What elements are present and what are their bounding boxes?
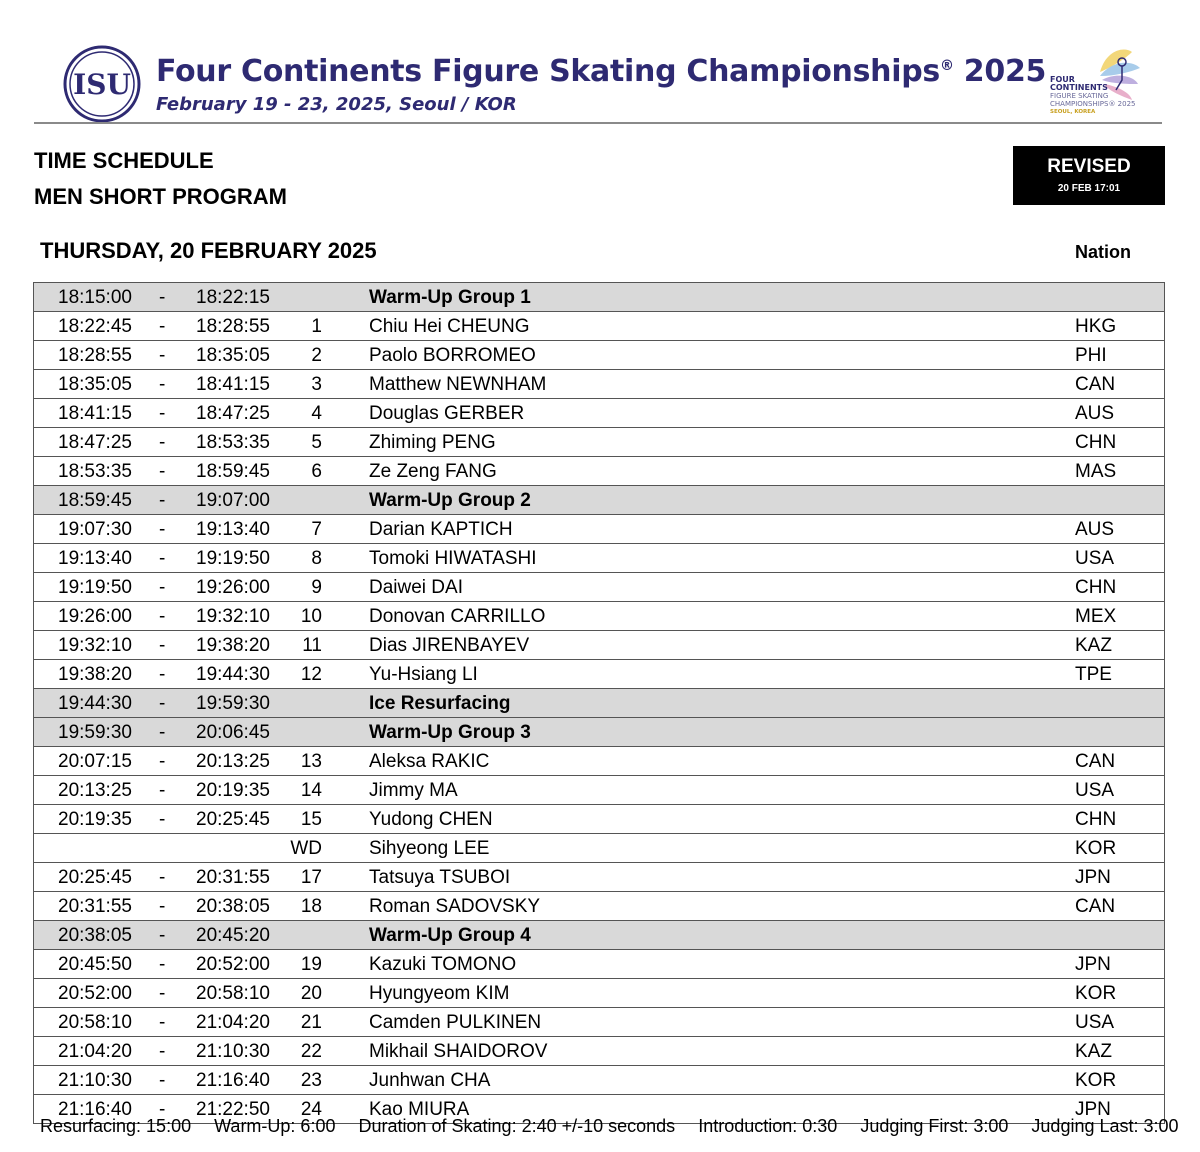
start-time: 19:38:20 [58, 664, 132, 685]
skater-name: Zhiming PENG [369, 432, 496, 453]
schedule-row [33, 1008, 1165, 1037]
schedule-row [33, 457, 1165, 486]
time-separator: - [159, 461, 166, 482]
schedule-group-row [33, 921, 1165, 950]
skater-name: Matthew NEWNHAM [369, 374, 547, 395]
end-time: 20:19:35 [196, 780, 270, 801]
time-separator: - [159, 693, 166, 714]
schedule-row [33, 950, 1165, 979]
start-time: 18:15:00 [58, 287, 132, 308]
end-time: 19:38:20 [196, 635, 270, 656]
schedule-group-row [33, 283, 1165, 312]
footer-warmup: Warm-Up: 6:00 [214, 1116, 336, 1136]
end-time: 21:10:30 [196, 1041, 270, 1062]
time-separator: - [159, 925, 166, 946]
skater-name: Dias JIRENBAYEV [369, 635, 530, 656]
end-time: 19:44:30 [196, 664, 270, 685]
start-time: 18:41:15 [58, 403, 132, 424]
timing-footer [40, 1116, 1179, 1137]
revised-badge [1013, 146, 1165, 205]
nation-code: KAZ [1075, 1041, 1112, 1062]
nation-code: CHN [1075, 577, 1117, 598]
start-time: 21:10:30 [58, 1070, 132, 1091]
start-number: 24 [300, 1099, 322, 1120]
skater-name: Douglas GERBER [369, 403, 525, 424]
skater-name: Donovan CARRILLO [369, 606, 546, 627]
schedule-row [33, 979, 1165, 1008]
schedule-row [33, 892, 1165, 921]
end-time: 18:47:25 [196, 403, 270, 424]
time-separator: - [159, 519, 166, 540]
nation-code: KOR [1075, 983, 1117, 1004]
start-time: 19:13:40 [58, 548, 132, 569]
time-separator: - [159, 1070, 166, 1091]
isu-logo-text: ISU [73, 68, 131, 101]
skater-name: Mikhail SHAIDOROV [369, 1041, 548, 1062]
skater-name: Daiwei DAI [369, 577, 463, 598]
fc-logo-line3: FIGURE SKATING [1050, 92, 1109, 100]
skater-name: Chiu Hei CHEUNG [369, 316, 530, 337]
start-number: 1 [311, 316, 322, 337]
end-time: 20:58:10 [196, 983, 270, 1004]
fc-logo-line5: SEOUL, KOREA [1050, 109, 1096, 115]
start-number: 15 [300, 809, 322, 830]
schedule-group-row [33, 486, 1165, 515]
nation-code: CHN [1075, 432, 1117, 453]
start-time: 19:59:30 [58, 722, 132, 743]
end-time: 20:13:25 [196, 751, 270, 772]
skater-name: Kao MIURA [369, 1099, 470, 1120]
time-separator: - [159, 490, 166, 511]
start-time: 21:04:20 [58, 1041, 132, 1062]
start-number: 17 [300, 867, 322, 888]
time-separator: - [159, 606, 166, 627]
time-separator: - [159, 780, 166, 801]
end-time: 20:31:55 [196, 867, 270, 888]
start-time: 18:28:55 [58, 345, 132, 366]
time-separator: - [159, 867, 166, 888]
nation-code: JPN [1075, 1099, 1111, 1120]
schedule-row [33, 602, 1165, 631]
fc-logo-line1: FOUR [1050, 75, 1075, 84]
end-time: 19:32:10 [196, 606, 270, 627]
end-time: 19:19:50 [196, 548, 270, 569]
nation-code: KOR [1075, 838, 1117, 859]
schedule-row [33, 341, 1165, 370]
end-time: 18:59:45 [196, 461, 270, 482]
schedule-row [33, 660, 1165, 689]
nation-code: JPN [1075, 867, 1111, 888]
skater-name: Aleksa RAKIC [369, 751, 490, 772]
schedule-row [33, 834, 1165, 863]
start-number: 21 [300, 1012, 322, 1033]
start-number: 23 [300, 1070, 322, 1091]
revised-label: REVISED [1047, 156, 1131, 177]
time-separator: - [159, 287, 166, 308]
time-separator: - [159, 345, 166, 366]
start-number: 19 [300, 954, 322, 975]
end-time: 20:38:05 [196, 896, 270, 917]
fc-logo-line2: CONTINENTS [1050, 83, 1108, 92]
start-time: 20:19:35 [58, 809, 132, 830]
skater-name: Kazuki TOMONO [369, 954, 517, 975]
end-time: 18:41:15 [196, 374, 270, 395]
start-time: 19:19:50 [58, 577, 132, 598]
schedule-day: THURSDAY, 20 FEBRUARY 2025 [40, 238, 377, 263]
start-time: 18:59:45 [58, 490, 132, 511]
start-time: 18:22:45 [58, 316, 132, 337]
schedule-row [33, 399, 1165, 428]
start-number: 18 [300, 896, 322, 917]
end-time: 20:52:00 [196, 954, 270, 975]
skater-name: Tatsuya TSUBOI [369, 867, 511, 888]
start-time: 18:53:35 [58, 461, 132, 482]
end-time: 18:28:55 [196, 316, 270, 337]
end-time: 18:22:15 [196, 287, 270, 308]
time-separator: - [159, 403, 166, 424]
start-number: 22 [300, 1041, 322, 1062]
end-time: 21:22:50 [196, 1099, 270, 1120]
end-time: 21:04:20 [196, 1012, 270, 1033]
start-number: 9 [311, 577, 322, 598]
footer-duration: Duration of Skating: 2:40 +/-10 seconds [358, 1116, 676, 1136]
skater-name: Hyungyeom KIM [369, 983, 510, 1004]
end-time: 21:16:40 [196, 1070, 270, 1091]
end-time: 20:45:20 [196, 925, 270, 946]
start-number: 6 [311, 461, 322, 482]
nation-code: KOR [1075, 1070, 1117, 1091]
nation-code: JPN [1075, 954, 1111, 975]
start-number: 4 [311, 403, 322, 424]
start-number: 12 [300, 664, 322, 685]
time-separator: - [159, 432, 166, 453]
start-time: 18:35:05 [58, 374, 132, 395]
schedule-row [33, 544, 1165, 573]
schedule-row [33, 312, 1165, 341]
start-time: 19:26:00 [58, 606, 132, 627]
nation-code: CAN [1075, 751, 1116, 772]
schedule-row [33, 747, 1165, 776]
start-number: 20 [300, 983, 322, 1004]
skater-name: Ze Zeng FANG [369, 461, 497, 482]
revised-time: 20 FEB 17:01 [1057, 183, 1121, 194]
footer-judging-last: Judging Last: 3:00 [1031, 1116, 1179, 1136]
end-time: 20:06:45 [196, 722, 270, 743]
segment-name: MEN SHORT PROGRAM [34, 184, 287, 209]
start-number: 10 [300, 606, 322, 627]
schedule-row [33, 428, 1165, 457]
start-number: WD [290, 838, 322, 859]
nation-code: AUS [1075, 403, 1115, 424]
document-type: TIME SCHEDULE [34, 148, 214, 173]
start-number: 5 [311, 432, 322, 453]
time-separator: - [159, 751, 166, 772]
registered-mark: ® [939, 58, 954, 74]
schedule-group-row [33, 689, 1165, 718]
start-time: 20:38:05 [58, 925, 132, 946]
group-label: Warm-Up Group 4 [369, 925, 531, 946]
skater-name: Tomoki HIWATASHI [369, 548, 537, 569]
start-number: 3 [311, 374, 322, 395]
group-label: Warm-Up Group 3 [369, 722, 531, 743]
schedule-row [33, 1066, 1165, 1095]
nation-code: HKG [1075, 316, 1117, 337]
time-separator: - [159, 1041, 166, 1062]
footer-resurfacing: Resurfacing: 15:00 [40, 1116, 192, 1136]
start-number: 14 [300, 780, 322, 801]
skater-name: Yudong CHEN [369, 809, 493, 830]
skater-name: Darian KAPTICH [369, 519, 513, 540]
nation-code: AUS [1075, 519, 1115, 540]
start-time: 20:13:25 [58, 780, 132, 801]
schedule-row [33, 863, 1165, 892]
start-time: 19:32:10 [58, 635, 132, 656]
start-number: 11 [302, 635, 322, 656]
group-label: Warm-Up Group 2 [369, 490, 531, 511]
start-number: 13 [300, 751, 322, 772]
skater-name: Paolo BORROMEO [369, 345, 536, 366]
start-time: 20:58:10 [58, 1012, 132, 1033]
nation-code: PHI [1075, 345, 1107, 366]
schedule-row [33, 573, 1165, 602]
start-time: 18:47:25 [58, 432, 132, 453]
footer-introduction: Introduction: 0:30 [698, 1116, 838, 1136]
time-separator: - [159, 577, 166, 598]
skater-name: Junhwan CHA [369, 1070, 491, 1091]
end-time: 18:53:35 [196, 432, 270, 453]
end-time: 19:59:30 [196, 693, 270, 714]
championship-title-year: 2025 [963, 54, 1047, 89]
isu-logo [62, 44, 142, 124]
skater-name: Yu-Hsiang LI [369, 664, 478, 685]
group-label: Warm-Up Group 1 [369, 287, 531, 308]
nation-code: CHN [1075, 809, 1117, 830]
nation-code: USA [1075, 780, 1115, 801]
group-label: Ice Resurfacing [369, 693, 511, 714]
championship-title [156, 54, 1046, 89]
start-time: 19:44:30 [58, 693, 132, 714]
header-divider [34, 122, 1162, 124]
start-number: 2 [311, 345, 322, 366]
time-separator: - [159, 548, 166, 569]
end-time: 19:13:40 [196, 519, 270, 540]
nation-code: CAN [1075, 896, 1116, 917]
schedule-row [33, 776, 1165, 805]
time-separator: - [159, 809, 166, 830]
start-time: 20:25:45 [58, 867, 132, 888]
end-time: 19:07:00 [196, 490, 270, 511]
nation-code: TPE [1075, 664, 1112, 685]
footer-judging-first: Judging First: 3:00 [860, 1116, 1009, 1136]
time-separator: - [159, 635, 166, 656]
time-separator: - [159, 954, 166, 975]
skater-name: Roman SADOVSKY [369, 896, 541, 917]
schedule-row [33, 515, 1165, 544]
start-time: 20:31:55 [58, 896, 132, 917]
start-time: 20:45:50 [58, 954, 132, 975]
start-number: 8 [311, 548, 322, 569]
skater-name: Jimmy MA [369, 780, 458, 801]
end-time: 19:26:00 [196, 577, 270, 598]
time-separator: - [159, 983, 166, 1004]
fc-logo-line4: CHAMPIONSHIPS® 2025 [1050, 100, 1136, 108]
schedule-row [33, 631, 1165, 660]
nation-code: CAN [1075, 374, 1116, 395]
nation-code: KAZ [1075, 635, 1112, 656]
nation-code: MEX [1075, 606, 1117, 627]
four-continents-logo-text [1050, 76, 1136, 116]
time-separator: - [159, 1012, 166, 1033]
nation-code: MAS [1075, 461, 1117, 482]
time-separator: - [159, 316, 166, 337]
start-time: 20:07:15 [58, 751, 132, 772]
start-number: 7 [311, 519, 322, 540]
schedule-row [33, 370, 1165, 399]
start-time: 20:52:00 [58, 983, 132, 1004]
time-separator: - [159, 1099, 166, 1120]
skater-name: Camden PULKINEN [369, 1012, 542, 1033]
time-separator: - [159, 896, 166, 917]
nation-column-header: Nation [1075, 242, 1131, 262]
schedule-row [33, 1037, 1165, 1066]
start-time: 21:16:40 [58, 1099, 132, 1120]
end-time: 20:25:45 [196, 809, 270, 830]
championship-subtitle: February 19 - 23, 2025, Seoul / KOR [156, 94, 517, 115]
schedule-group-row [33, 718, 1165, 747]
time-separator: - [159, 664, 166, 685]
schedule-row [33, 805, 1165, 834]
end-time: 18:35:05 [196, 345, 270, 366]
schedule-table [33, 282, 1165, 1124]
nation-code: USA [1075, 1012, 1115, 1033]
start-time: 19:07:30 [58, 519, 132, 540]
time-separator: - [159, 374, 166, 395]
nation-code: USA [1075, 548, 1115, 569]
time-separator: - [159, 722, 166, 743]
skater-name: Sihyeong LEE [369, 838, 490, 859]
championship-title-name: Four Continents Figure Skating Championships [156, 54, 940, 89]
